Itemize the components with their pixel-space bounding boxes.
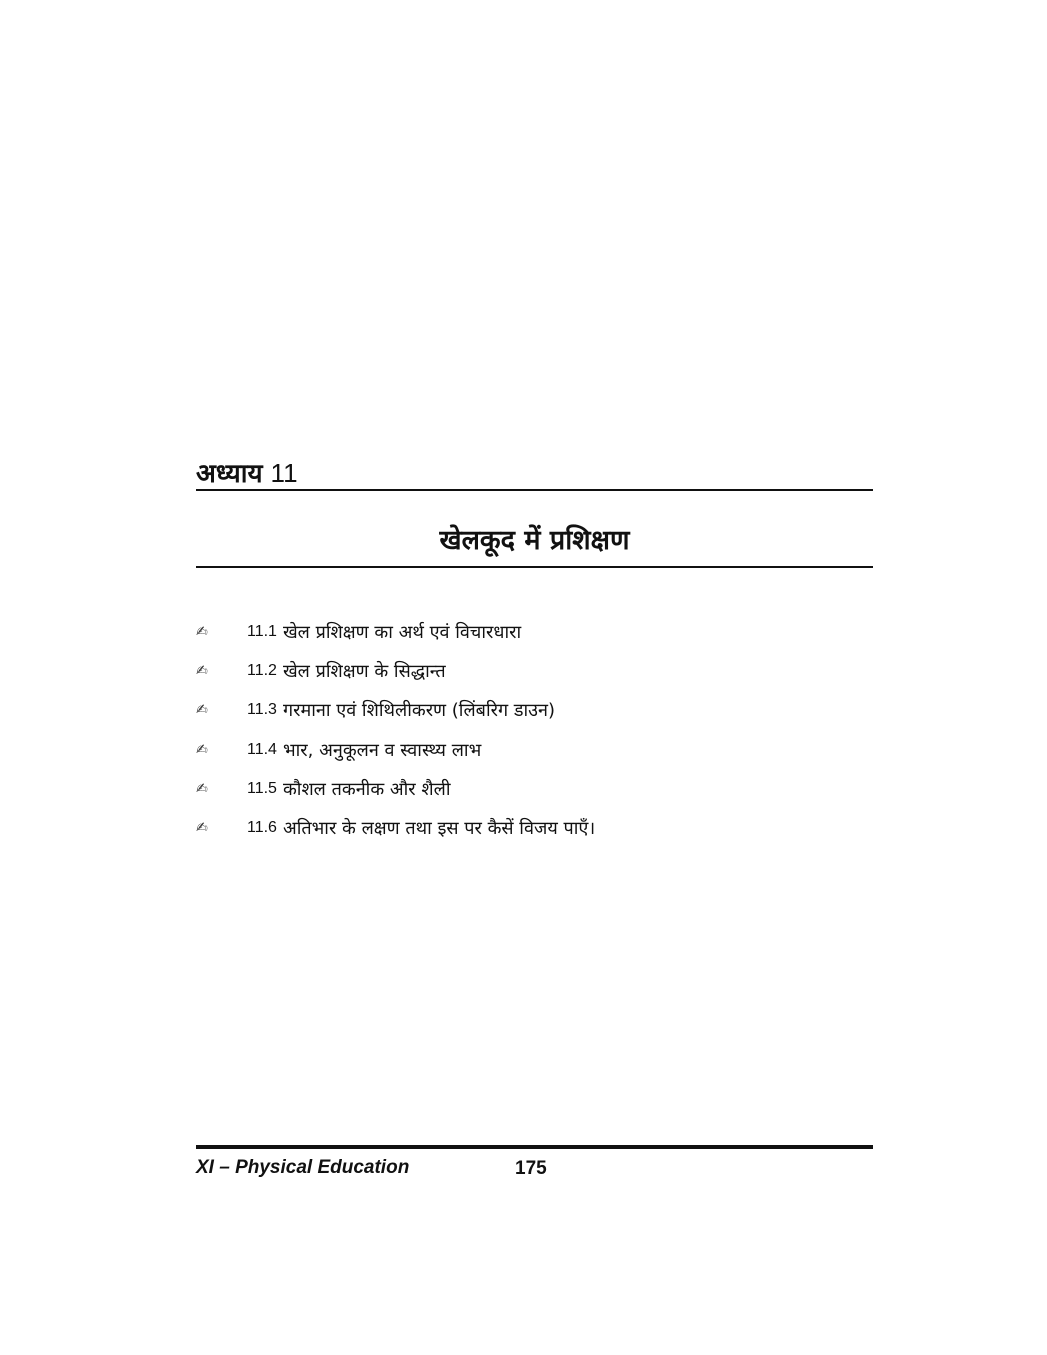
footer-divider [196,1145,873,1149]
chapter-label [196,454,298,490]
section-number: 11.3 [247,701,277,719]
writing-hand-icon: ✍ [196,820,208,837]
writing-hand-icon: ✍ [196,662,208,679]
list-item [196,808,595,847]
footer-book-title: XI – Physical Education [196,1157,410,1178]
section-number: 11.4 [247,740,277,758]
section-number: 11.1 [247,622,277,640]
list-item [196,651,595,690]
section-number: 11.5 [247,779,277,797]
section-title: अतिभार के लक्षण तथा इस पर कैसें विजय पाएँ। [282,818,596,840]
writing-hand-icon: ✍ [196,741,208,758]
list-item [196,612,595,651]
section-title: भार, अनुकूलन व स्वास्थ्य लाभ [282,739,482,761]
section-title: खेल प्रशिक्षण का अर्थ एवं विचारधारा [282,621,522,643]
chapter-contents-list [196,612,595,848]
chapter-title: खेलकूद में प्रशिक्षण [439,525,630,556]
divider-title [196,566,873,568]
page-number: 175 [515,1158,547,1179]
section-number: 11.2 [247,661,277,679]
list-item [196,691,595,730]
writing-hand-icon: ✍ [196,780,208,797]
writing-hand-icon: ✍ [196,623,208,640]
section-title: खेल प्रशिक्षण के सिद्धान्त [282,660,446,682]
list-item [196,730,595,769]
chapter-number: 11 [270,458,298,488]
section-title: गरमाना एवं शिथिलीकरण (लिंबरिग डाउन) [282,700,555,722]
writing-hand-icon: ✍ [196,702,208,719]
chapter-label-text: अध्याय [196,459,263,489]
divider-top [196,489,873,491]
section-number: 11.6 [247,819,277,837]
section-title: कौशल तकनीक और शैली [282,778,451,800]
list-item [196,769,595,808]
